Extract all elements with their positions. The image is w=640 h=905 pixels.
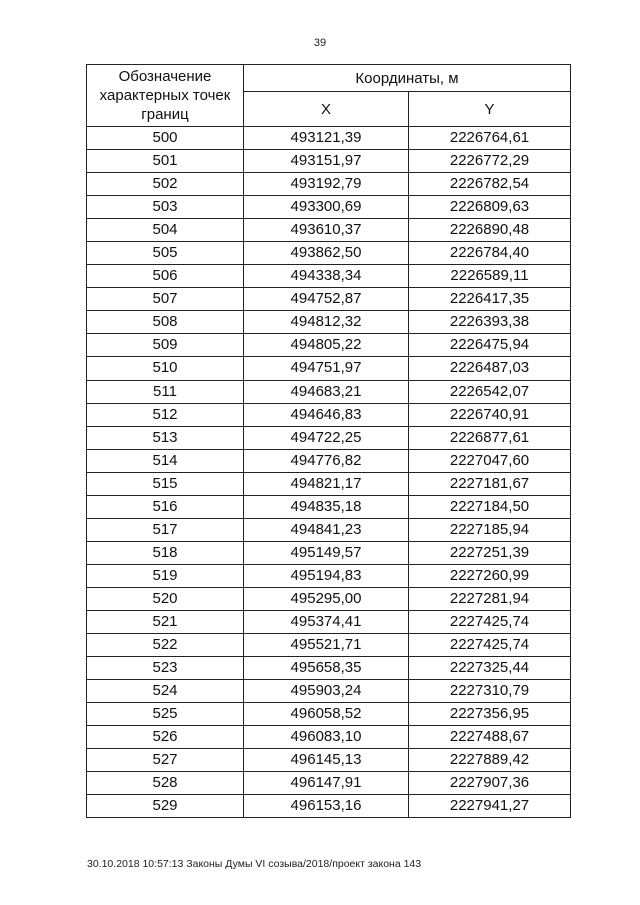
table-row [87,587,571,610]
x-coordinate-cell: 496147,91 [244,772,409,795]
y-coordinate-cell: 2226809,63 [409,196,571,219]
y-coordinate-cell: 2226740,91 [409,403,571,426]
y-coordinate-cell: 2226772,29 [409,150,571,173]
table-row [87,334,571,357]
y-coordinate-cell: 2227907,36 [409,772,571,795]
x-coordinate-cell: 493862,50 [244,242,409,265]
table-row [87,657,571,680]
x-coordinate-cell: 494776,82 [244,449,409,472]
y-coordinate-cell: 2226393,38 [409,311,571,334]
x-coordinate-cell: 494722,25 [244,426,409,449]
x-coordinate-cell: 495658,35 [244,657,409,680]
point-cell: 506 [87,265,244,288]
x-coordinate-cell: 496083,10 [244,726,409,749]
y-coordinate-cell: 2227941,27 [409,795,571,818]
table-row [87,426,571,449]
y-coordinate-cell: 2226487,03 [409,357,571,380]
table-row [87,288,571,311]
point-cell: 514 [87,449,244,472]
x-coordinate-cell: 493610,37 [244,219,409,242]
table-row [87,472,571,495]
y-coordinate-cell: 2227425,74 [409,634,571,657]
y-coordinate-cell: 2226542,07 [409,380,571,403]
page-number: 39 [313,37,327,49]
table-row [87,564,571,587]
x-coordinate-cell: 496145,13 [244,749,409,772]
y-coordinate-cell: 2227488,67 [409,726,571,749]
y-coordinate-cell: 2226890,48 [409,219,571,242]
header-y: Y [409,92,571,127]
table-row [87,265,571,288]
y-coordinate-cell: 2227889,42 [409,749,571,772]
y-coordinate-cell: 2226782,54 [409,173,571,196]
point-cell: 523 [87,657,244,680]
table-row [87,703,571,726]
footer-stamp: 30.10.2018 10:57:13 Законы Думы VI созыва/2018/проект закона 143 [87,858,422,870]
x-coordinate-cell: 493192,79 [244,173,409,196]
x-coordinate-cell: 494646,83 [244,403,409,426]
point-cell: 505 [87,242,244,265]
header-designation: Обозначение характерных точек границ [87,65,244,127]
point-cell: 529 [87,795,244,818]
y-coordinate-cell: 2226784,40 [409,242,571,265]
x-coordinate-cell: 493121,39 [244,127,409,150]
y-coordinate-cell: 2226417,35 [409,288,571,311]
y-coordinate-cell: 2226589,11 [409,265,571,288]
x-coordinate-cell: 494751,97 [244,357,409,380]
table-row [87,380,571,403]
x-coordinate-cell: 493151,97 [244,150,409,173]
point-cell: 502 [87,173,244,196]
y-coordinate-cell: 2227184,50 [409,495,571,518]
table-row [87,726,571,749]
x-coordinate-cell: 493300,69 [244,196,409,219]
header-coordinates: Координаты, м [244,65,571,92]
table-row [87,150,571,173]
x-coordinate-cell: 495295,00 [244,587,409,610]
x-coordinate-cell: 495374,41 [244,610,409,633]
table-row [87,196,571,219]
point-cell: 503 [87,196,244,219]
table-body [87,127,571,818]
x-coordinate-cell: 495903,24 [244,680,409,703]
table-row [87,518,571,541]
table-row [87,219,571,242]
point-cell: 519 [87,564,244,587]
table-row [87,242,571,265]
x-coordinate-cell: 495521,71 [244,634,409,657]
table-row [87,357,571,380]
y-coordinate-cell: 2227325,44 [409,657,571,680]
y-coordinate-cell: 2227047,60 [409,449,571,472]
point-cell: 515 [87,472,244,495]
point-cell: 518 [87,541,244,564]
point-cell: 524 [87,680,244,703]
y-coordinate-cell: 2226877,61 [409,426,571,449]
point-cell: 517 [87,518,244,541]
point-cell: 511 [87,380,244,403]
point-cell: 509 [87,334,244,357]
header-x: X [244,92,409,127]
x-coordinate-cell: 494835,18 [244,495,409,518]
point-cell: 527 [87,749,244,772]
y-coordinate-cell: 2226764,61 [409,127,571,150]
table-row [87,403,571,426]
point-cell: 501 [87,150,244,173]
y-coordinate-cell: 2227356,95 [409,703,571,726]
table-row [87,173,571,196]
y-coordinate-cell: 2226475,94 [409,334,571,357]
y-coordinate-cell: 2227251,39 [409,541,571,564]
x-coordinate-cell: 496153,16 [244,795,409,818]
point-cell: 528 [87,772,244,795]
table-row [87,680,571,703]
point-cell: 521 [87,610,244,633]
x-coordinate-cell: 495194,83 [244,564,409,587]
point-cell: 500 [87,127,244,150]
point-cell: 525 [87,703,244,726]
y-coordinate-cell: 2227185,94 [409,518,571,541]
point-cell: 510 [87,357,244,380]
y-coordinate-cell: 2227310,79 [409,680,571,703]
point-cell: 508 [87,311,244,334]
x-coordinate-cell: 494338,34 [244,265,409,288]
table-row [87,495,571,518]
x-coordinate-cell: 494812,32 [244,311,409,334]
x-coordinate-cell: 494683,21 [244,380,409,403]
point-cell: 512 [87,403,244,426]
table-row [87,795,571,818]
table-row [87,449,571,472]
x-coordinate-cell: 494805,22 [244,334,409,357]
x-coordinate-cell: 495149,57 [244,541,409,564]
point-cell: 507 [87,288,244,311]
point-cell: 516 [87,495,244,518]
table-row [87,311,571,334]
table-row [87,610,571,633]
x-coordinate-cell: 494841,23 [244,518,409,541]
table-row [87,772,571,795]
point-cell: 526 [87,726,244,749]
point-cell: 513 [87,426,244,449]
table-row [87,541,571,564]
x-coordinate-cell: 494752,87 [244,288,409,311]
point-cell: 504 [87,219,244,242]
table-row [87,127,571,150]
point-cell: 522 [87,634,244,657]
x-coordinate-cell: 494821,17 [244,472,409,495]
table-row [87,634,571,657]
coordinates-table [86,64,571,818]
y-coordinate-cell: 2227260,99 [409,564,571,587]
y-coordinate-cell: 2227281,94 [409,587,571,610]
x-coordinate-cell: 496058,52 [244,703,409,726]
y-coordinate-cell: 2227181,67 [409,472,571,495]
table-header [87,65,571,127]
table-row [87,749,571,772]
point-cell: 520 [87,587,244,610]
y-coordinate-cell: 2227425,74 [409,610,571,633]
